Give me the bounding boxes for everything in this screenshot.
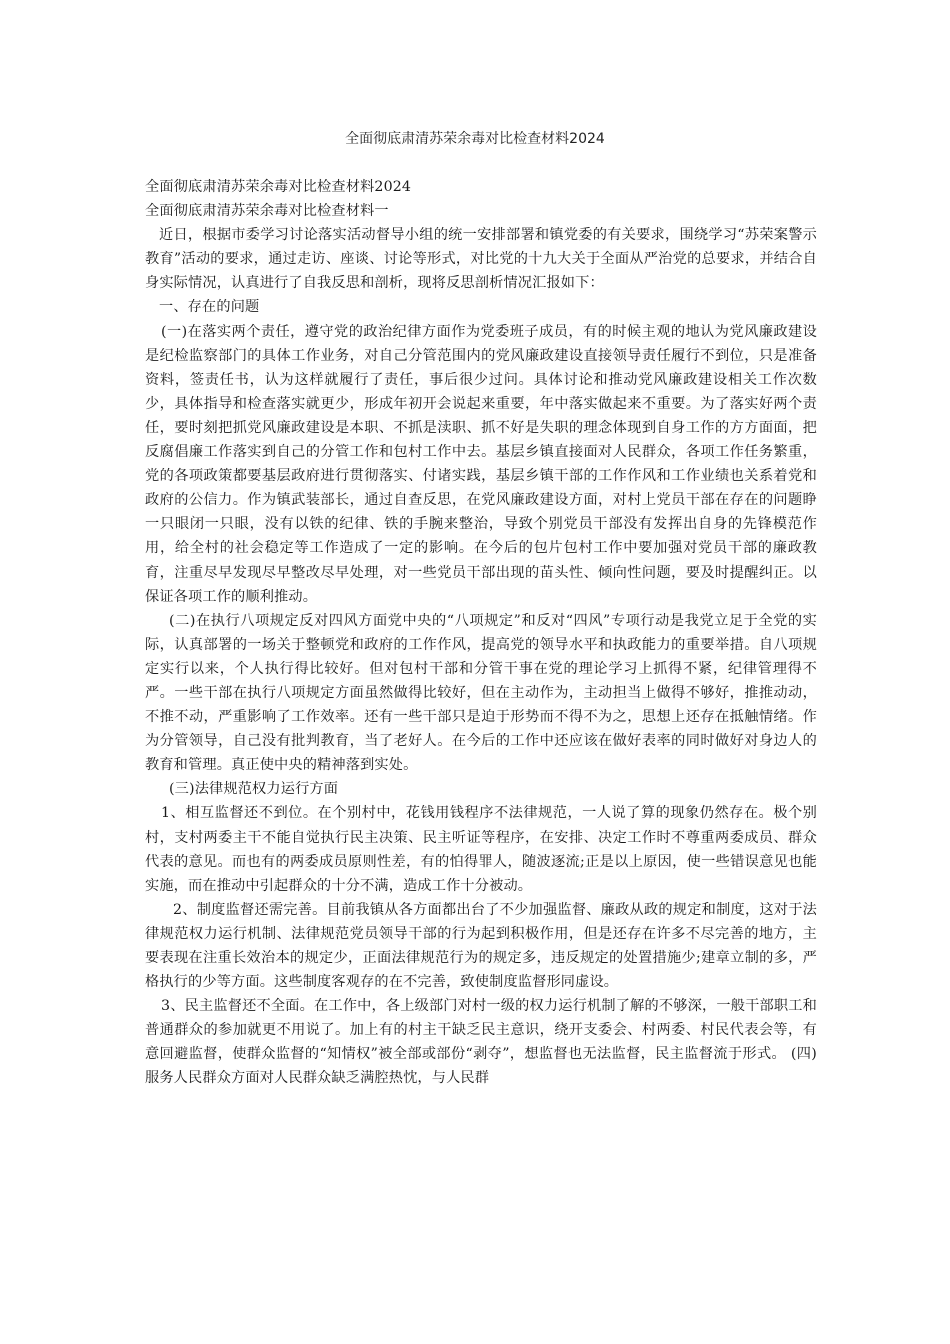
paragraph-intro: 近日，根据市委学习讨论落实活动督导小组的统一安排部署和镇党委的有关要求，围绕学习“苏荣案警示教育”活动的要求，通过走访、座谈、讨论等形式，对比党的十九大关于全面从严治党的总要求，并结合自身实际情况，认真进行了自我反思和剖析，现将反思剖析情况汇报如下： [145, 227, 817, 292]
paragraph-item-1: 1、相互监督还不到位。在个别村中，花钱用钱程序不法律规范，一人说了算的现象仍然存在。极个别村，支村两委主干不能自觉执行民主决策、民主听证等程序，在安排、决定工作时不尊重两委成员、群众代表的意见。而也有的两委成员原则性差，有的怕得罪人，随波逐流;正是以上原因，使一些错误意见也能实施，而在推动中引起群众的十分不满，造成工作十分被动。 [145, 805, 817, 894]
document-subtitle-2: 全面彻底肃清苏荣余毒对比检查材料一 [145, 203, 389, 220]
paragraph-item-2: 2、制度监督还需完善。目前我镇从各方面都出台了不少加强监督、廉政从政的规定和制度，这对于法律规范权力运行机制、法律规范党员领导干部的行为起到积极作用，但是还存在许多不尽完善的地方，主要表现在注重长效治本的规定少，正面法律规范行为的规定多，违反规定的处置措施少;建章立制的多，严格执行的少等方面。这些制度客观存的在不完善，致使制度监督形同虚设。 [145, 901, 817, 991]
document-body [145, 175, 817, 1091]
document-subtitle: 全面彻底肃清苏荣余毒对比检查材料2024 [145, 179, 412, 195]
paragraph-item-3: 3、民主监督还不全面。在工作中，各上级部门对村一级的权力运行机制了解的不够深，一般干部职工和普通群众的参加就更不用说了。加上有的村主干缺乏民主意识，绕开支委会、村两委、村民代表会等，有意回避监督，使群众监督的“知情权”被全部或部份“剥夺”，想监督也无法监督，民主监督流于形式。 (四)服务人民群众方面对人民群众缺乏满腔热忱，与人民群 [145, 998, 817, 1087]
paragraph-section-1: (一)在落实两个责任，遵守党的政治纪律方面作为党委班子成员，有的时候主观的地认为党风廉政建设是纪检监察部门的具体工作业务，对自己分管范围内的党风廉政建设直接领导责任履行不到位，只是准备资料，签责任书，认为这样就履行了责任，事后很少过问。具体讨论和推动党风廉政建设相关工作次数少，具体指导和检查落实就更少，形成年初开会说起来重要，年中落实做起来不重要。为了落实好两个责任，要时刻把抓党风廉政建设是本职、不抓是渎职、抓不好是失职的理念体现到自身工作的方方面面，把反腐倡廉工作落实到自己的分管工作和包村工作中去。基层乡镇直接面对人民群众，各项工作任务繁重，党的各项政策都要基层政府进行贯彻落实、付诸实践，基层乡镇干部的工作作风和工作业绩也关系着党和政府的公信力。作为镇武装部长，通过自查反思，在党风廉政建设方面，对村上党员干部在存在的问题睁一只眼闭一只眼，没有以铁的纪律、铁的手腕来整治，导致个别党员干部没有发挥出自身的先锋模范作用，给全村的社会稳定等工作造成了一定的影响。在今后的包片包村工作中要加强对党员干部的廉政教育，注重尽早发现尽早整改尽早处理，对一些党员干部出现的苗头性、倾向性问题，要及时提醒纠正。以保证各项工作的顺利推动。 [145, 323, 817, 605]
paragraph-section-2: (二)在执行八项规定反对四风方面党中央的“八项规定”和反对“四风”专项行动是我党立足于全党的实际，认真部署的一场关于整顿党和政府的工作作风，提高党的领导水平和执政能力的重要举措。自八项规定实行以来，个人执行得比较好。但对包村干部和分管干事在党的理论学习上抓得不紧，纪律管理得不严。一些干部在执行八项规定方面虽然做得比较好，但在主动作为，主动担当上做得不够好，推推动动，不推不动，严重影响了工作效率。还有一些干部只是迫于形势而不得不为之，思想上还存在抵触情绪。作为分管领导，自己没有批判教育，当了老好人。在今后的工作中还应该在做好表率的同时做好对身边人的教育和管理。真正使中央的精神落到实处。 [145, 612, 817, 774]
section-heading-3: (三)法律规范权力运行方面 [169, 781, 339, 798]
document-title: 全面彻底肃清苏荣余毒对比检查材料2024 [345, 131, 605, 147]
section-heading-problems: 一、存在的问题 [159, 299, 260, 316]
